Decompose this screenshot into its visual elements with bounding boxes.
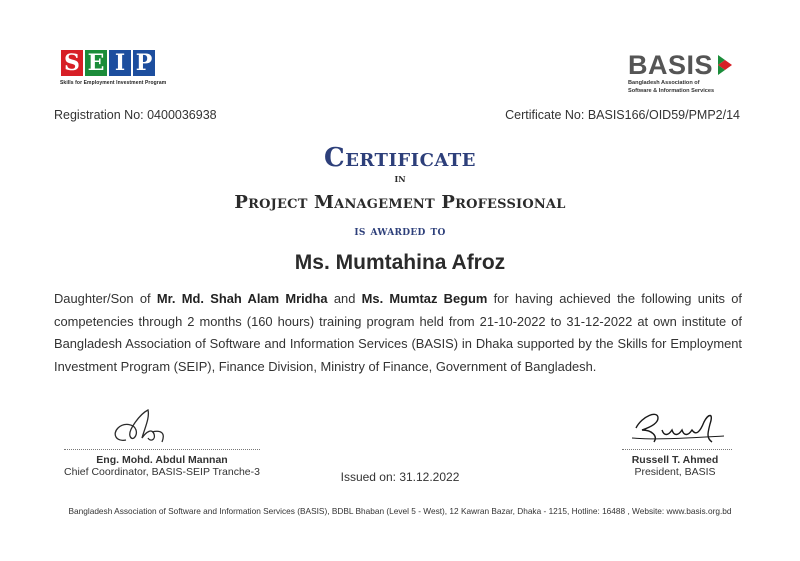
seip-letter-s: S (60, 49, 84, 77)
certificate-title: Certificate (324, 143, 476, 173)
certificate-body (54, 288, 742, 378)
right-signature-line (622, 449, 732, 450)
right-signatory-title: President, BASIS (634, 466, 716, 478)
basis-wordmark: BASIS (628, 50, 714, 80)
left-signatory-name: Eng. Mohd. Abdul Mannan (96, 454, 228, 466)
program-name: Project Management Professional (234, 192, 566, 213)
seip-tagline: Skills for Employment Investment Program (60, 80, 167, 86)
basis-arrow-icon (718, 55, 732, 75)
left-signatory-title: Chief Coordinator, BASIS-SEIP Tranche-3 (64, 466, 260, 478)
body-prefix: Daughter/Son of (54, 291, 157, 306)
certificate-in: in (394, 171, 406, 185)
issued-date: Issued on: 31.12.2022 (340, 470, 460, 484)
right-signature (628, 402, 728, 448)
left-signature (64, 402, 264, 450)
seip-letter-i: I (108, 49, 132, 77)
left-signature-line (64, 449, 260, 450)
body-and: and (327, 291, 362, 306)
footer-address: Bangladesh Association of Software and Information Services (BASIS), BDBL Bhaban (Level 5 - West), 12 Kawran Bazar, Dhaka - 1215, Hotline: 16488 , Website: www.basis.org.bd (68, 506, 732, 516)
certificate-number: Certificate No: BASIS166/OID59/PMP2/14 (505, 108, 740, 122)
registration-number: Registration No: 0400036938 (54, 108, 217, 122)
awarded-to: is awarded to (354, 224, 446, 239)
mother-name: Ms. Mumtaz Begum (361, 291, 488, 306)
basis-subtitle-1: Bangladesh Association of (628, 80, 700, 86)
seip-letter-e: E (84, 49, 108, 77)
recipient-name: Ms. Mumtahina Afroz (294, 251, 506, 274)
right-signatory-name: Russell T. Ahmed (631, 454, 719, 466)
basis-subtitle-2: Software & Information Services (628, 87, 715, 94)
seip-letter-p: P (132, 49, 156, 77)
body-rest: for having achieved the following units of competencies through 2 months (160 hours) training program held from 21-10-2022 to 31-12-2022 at own institute of Bangladesh Association of Software and Information Services (BASIS) in Dhaka supported by the Skills for Employment Investment Program (SEIP), Finance Division, Ministry of Finance, Government of Bangladesh. (54, 291, 742, 374)
basis-logo (628, 52, 740, 94)
father-name: Mr. Md. Shah Alam Mridha (156, 291, 328, 306)
seip-logo (60, 49, 167, 91)
